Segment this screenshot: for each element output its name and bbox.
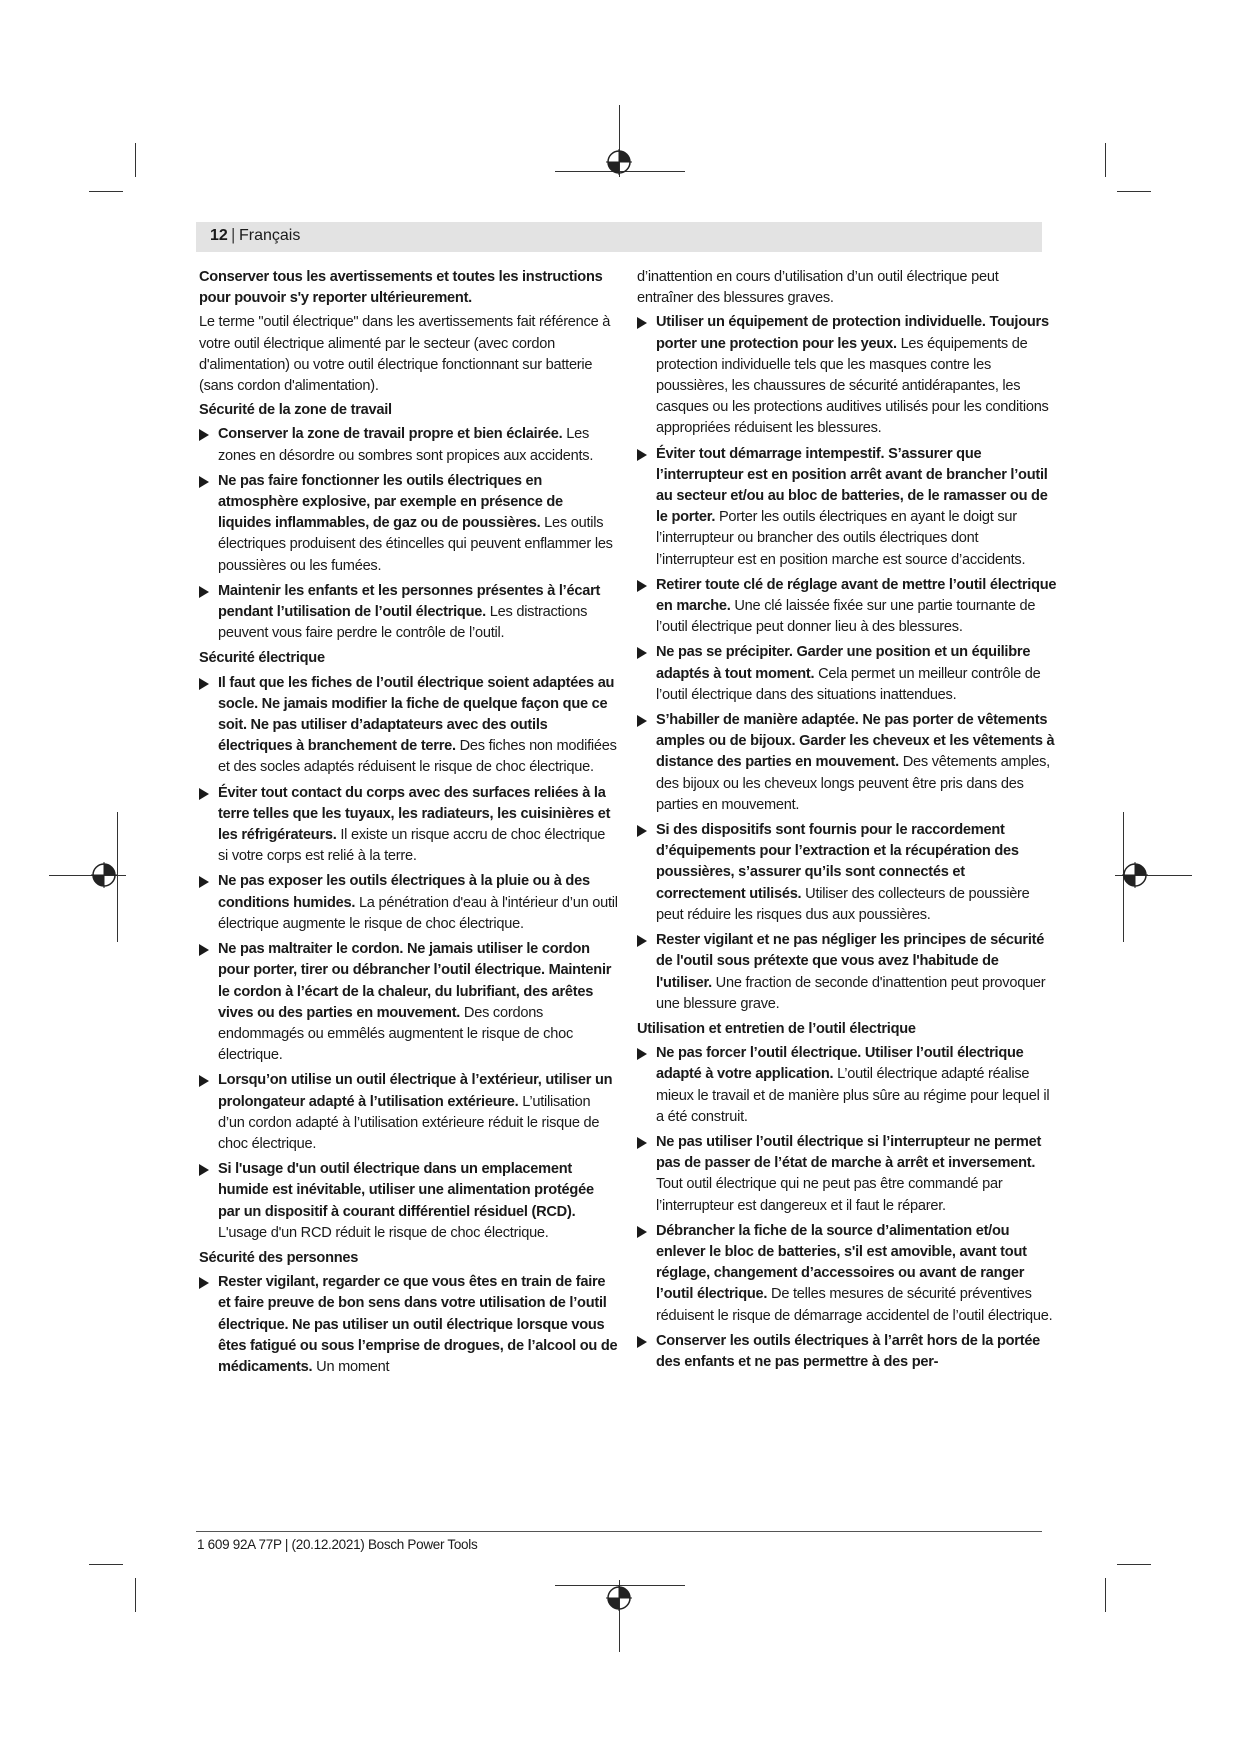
item-text: Les équipements de protection individuelle tels que les masques contre les poussières, les chaussures de sécurité antidérapantes, les casques ou les protections auditives utilisés pour les conditions appropriées réduisent les blessures.: [656, 335, 1049, 437]
bullet-triangle-icon: [637, 1336, 647, 1348]
item-bold-text: Rester vigilant, regarder ce que vous êtes en train de faire et faire preuve de bon sens dans votre utilisation de l’outil électrique. Ne pas utiliser un outil électrique lorsque vous êtes fatigué ou sous l’emprise de drogues, de l’alcool ou de médicaments.: [218, 1274, 618, 1375]
bullet-triangle-icon: [637, 1226, 647, 1238]
bullet-triangle-icon: [199, 678, 209, 690]
item-text: De telles mesures de sécurité préventives réduisent le risque de démarrage accidentel de l’outil électrique.: [656, 1286, 1053, 1324]
item-text: Il existe un risque accru de choc électrique si votre corps est relié à la terre.: [218, 827, 606, 865]
registration-line: [117, 812, 118, 942]
item-bold-text: Conserver la zone de travail propre et bien éclairée.: [218, 426, 563, 443]
crop-mark: [89, 191, 123, 192]
crop-mark: [1117, 191, 1151, 192]
registration-mark-icon: [91, 862, 117, 888]
item-bold-text: Débrancher la fiche de la source d’alimentation et/ou enlever le bloc de batteries, s'il est amovible, avant tout réglage, changement d’accessoires ou avant de ranger l’outil électrique.: [656, 1222, 1027, 1303]
list-item: [637, 444, 1057, 571]
item-text: Porter les outils électriques en ayant le doigt sur l’interrupteur ou brancher des outils électriques dont l’interrupteur est en position marche est source d’accidents.: [656, 509, 1026, 568]
intro-paragraph: Le terme "outil électrique" dans les avertissements fait référence à votre outil électrique alimenté par le secteur (avec cordon d'alimentation) ou votre outil électrique fonctionnant sur batterie (sans cordon d'alimentation).: [199, 314, 611, 395]
item-bold-text: Rester vigilant et ne pas négliger les principes de sécurité de l'outil sous prétexte que vous avez l'habitude de l'utiliser.: [656, 932, 1045, 991]
header-language: Français: [239, 227, 301, 244]
item-text: Un moment: [312, 1358, 390, 1375]
item-bold-text: Éviter tout démarrage intempestif. S’assurer que l’interrupteur est en position arrêt avant de brancher l’outil au secteur et/ou au bloc de batteries, de le ramasser ou de le porter.: [656, 445, 1048, 526]
continued-paragraph: d’inattention en cours d’utilisation d’un outil électrique peut entraîner des blessures graves.: [637, 269, 999, 307]
section-heading-work-area: Sécurité de la zone de travail: [199, 402, 392, 419]
registration-mark-icon: [606, 149, 632, 175]
item-text: Une fraction de seconde d'inattention peut provoquer une blessure grave.: [656, 974, 1046, 1012]
list-item: [199, 1272, 619, 1378]
bullet-triangle-icon: [199, 476, 209, 488]
item-bold-text: S’habiller de manière adaptée. Ne pas porter de vêtements amples ou de bijoux. Garder les cheveux et les vêtements à distance des parties en mouvement.: [656, 712, 1055, 771]
list-item: [199, 581, 619, 645]
item-text: Les distractions peuvent vous faire perdre le contrôle de l’outil.: [218, 604, 588, 642]
crop-mark: [89, 1564, 123, 1565]
registration-mark-icon: [606, 1585, 632, 1611]
item-text: Des cordons endommagés ou emmêlés augmentent le risque de choc électrique.: [218, 1004, 573, 1064]
item-text: L'usage d'un RCD réduit le risque de choc électrique.: [218, 1224, 549, 1241]
item-text: La pénétration d'eau à l'intérieur d’un outil électrique augmente le risque de choc électrique.: [218, 894, 618, 932]
bullet-triangle-icon: [637, 449, 647, 461]
list-item: [637, 1132, 1057, 1217]
bullet-triangle-icon: [637, 935, 647, 947]
item-text: Tout outil électrique qui ne peut pas être commandé par l’interrupteur est dangereux et il faut le réparer.: [656, 1176, 1003, 1214]
list-item: [199, 871, 619, 935]
item-bold-text: Retirer toute clé de réglage avant de mettre l’outil électrique en marche.: [656, 576, 1057, 615]
right-column: [637, 267, 1057, 1377]
item-text: L’outil électrique adapté réalise mieux le travail et de manière plus sûre au régime pour lequel il a été construit.: [656, 1066, 1050, 1125]
bullet-triangle-icon: [199, 1075, 209, 1087]
item-bold-text: Maintenir les enfants et les personnes présentes à l’écart pendant l’utilisation de l’outil électrique.: [218, 582, 601, 621]
item-bold-text: Ne pas utiliser l’outil électrique si l’interrupteur ne permet pas de passer de l’état de marche à arrêt et inversement.: [656, 1133, 1042, 1172]
item-bold-text: Éviter tout contact du corps avec des surfaces reliées à la terre telles que les tuyaux, les radiateurs, les cuisinières et les réfrigérateurs.: [218, 784, 611, 844]
item-bold-text: Si des dispositifs sont fournis pour le raccordement d’équipements pour l’extraction et la récupération des poussières, s’assurer qu’ils sont connectés et correctement utilisés.: [656, 822, 1019, 902]
list-item: [637, 642, 1057, 706]
left-column: [199, 267, 619, 1382]
bullet-triangle-icon: [637, 1048, 647, 1060]
item-bold-text: Ne pas maltraiter le cordon. Ne jamais utiliser le cordon pour porter, tirer ou débrancher l’outil électrique. Maintenir le cordon à l’écart de la chaleur, du lubrifiant, des arêtes vives ou des parties en mouvement.: [218, 941, 612, 1021]
item-text: Les zones en désordre ou sombres sont propices aux accidents.: [218, 426, 594, 464]
bullet-triangle-icon: [637, 647, 647, 659]
item-text: L’utilisation d’un cordon adapté à l’utilisation extérieure réduit le risque de choc électrique.: [218, 1093, 600, 1152]
list-item: [637, 1043, 1057, 1128]
page-number: 12: [210, 227, 228, 244]
item-bold-text: Si l'usage d'un outil électrique dans un emplacement humide est inévitable, utiliser une alimentation protégée par un dispositif à courant différentiel résiduel (RCD).: [218, 1161, 594, 1220]
page-header: [196, 222, 1042, 252]
list-item: [637, 575, 1057, 639]
item-bold-text: Il faut que les fiches de l’outil électrique soient adaptées au socle. Ne jamais modifier la fiche de quelque façon que ce soit. Ne pas utiliser d’adaptateurs avec des outils électriques à branchement de terre.: [218, 674, 615, 755]
intro-warning: Conserver tous les avertissements et toutes les instructions pour pouvoir s'y reporter ultérieurement.: [199, 269, 603, 307]
item-bold-text: Conserver les outils électriques à l’arrêt hors de la portée des enfants et ne pas permettre à des per-: [656, 1332, 1041, 1370]
list-item: [199, 471, 619, 577]
list-item: [637, 930, 1057, 1015]
bullet-triangle-icon: [199, 876, 209, 888]
bullet-triangle-icon: [199, 1277, 209, 1289]
item-bold-text: Ne pas se précipiter. Garder une position et un équilibre adaptés à tout moment.: [656, 644, 1031, 682]
crop-mark: [135, 143, 136, 177]
bullet-triangle-icon: [637, 580, 647, 592]
section-heading-use-care: Utilisation et entretien de l’outil électrique: [637, 1020, 916, 1037]
list-item: [199, 783, 619, 868]
bullet-triangle-icon: [199, 1164, 209, 1176]
list-item: [199, 424, 619, 466]
header-separator: |: [231, 225, 236, 244]
bullet-triangle-icon: [199, 788, 209, 800]
list-item: [637, 312, 1057, 439]
bullet-triangle-icon: [637, 715, 647, 727]
list-item: [637, 1331, 1057, 1373]
crop-mark: [1105, 1578, 1106, 1612]
crop-mark: [1105, 143, 1106, 177]
crop-mark: [1117, 1564, 1151, 1565]
bullet-triangle-icon: [637, 1137, 647, 1149]
list-item: [637, 1221, 1057, 1327]
item-text: Une clé laissée fixée sur une partie tournante de l’outil électrique peut donner lieu à des blessures.: [656, 598, 1036, 636]
bullet-triangle-icon: [199, 586, 209, 598]
item-text: Des fiches non modifiées et des socles adaptés réduisent le risque de choc électrique.: [218, 738, 617, 776]
bullet-triangle-icon: [199, 429, 209, 441]
bullet-triangle-icon: [199, 944, 209, 956]
bullet-triangle-icon: [637, 825, 647, 837]
list-item: [199, 1070, 619, 1155]
item-bold-text: Ne pas faire fonctionner les outils électriques en atmosphère explosive, par exemple en présence de liquides inflammables, de gaz ou de poussières.: [218, 472, 563, 532]
item-text: Les outils électriques produisent des étincelles qui peuvent enflammer les poussières ou les fumées.: [218, 515, 613, 574]
footer-rule: [196, 1531, 1042, 1532]
item-text: Utiliser des collecteurs de poussière peut réduire les risques dus aux poussières.: [656, 885, 1030, 923]
item-bold-text: Ne pas forcer l’outil électrique. Utiliser l’outil électrique adapté à votre application.: [656, 1045, 1024, 1083]
list-item: [199, 673, 619, 779]
section-heading-persons: Sécurité des personnes: [199, 1249, 359, 1266]
list-item: [199, 939, 619, 1066]
item-bold-text: Lorsqu’on utilise un outil électrique à l’extérieur, utiliser un prolongateur adapté à l’utilisation extérieure.: [218, 1072, 613, 1110]
page-footer: 1 609 92A 77P | (20.12.2021) Bosch Power Tools: [197, 1537, 478, 1552]
crop-mark: [135, 1578, 136, 1612]
item-text: Des vêtements amples, des bijoux ou les cheveux longs peuvent être pris dans des parties en mouvement.: [656, 754, 1050, 813]
list-item: [637, 710, 1057, 816]
item-text: Cela permet un meilleur contrôle de l’outil électrique dans des situations inattendues.: [656, 665, 1041, 703]
item-bold-text: Ne pas exposer les outils électriques à la pluie ou à des conditions humides.: [218, 873, 590, 911]
item-bold-text: Utiliser un équipement de protection individuelle. Toujours porter une protection pour les yeux.: [656, 314, 1049, 352]
section-heading-electrical: Sécurité électrique: [199, 650, 325, 667]
registration-mark-icon: [1122, 862, 1148, 888]
bullet-triangle-icon: [637, 317, 647, 329]
list-item: [637, 820, 1057, 926]
list-item: [199, 1159, 619, 1244]
